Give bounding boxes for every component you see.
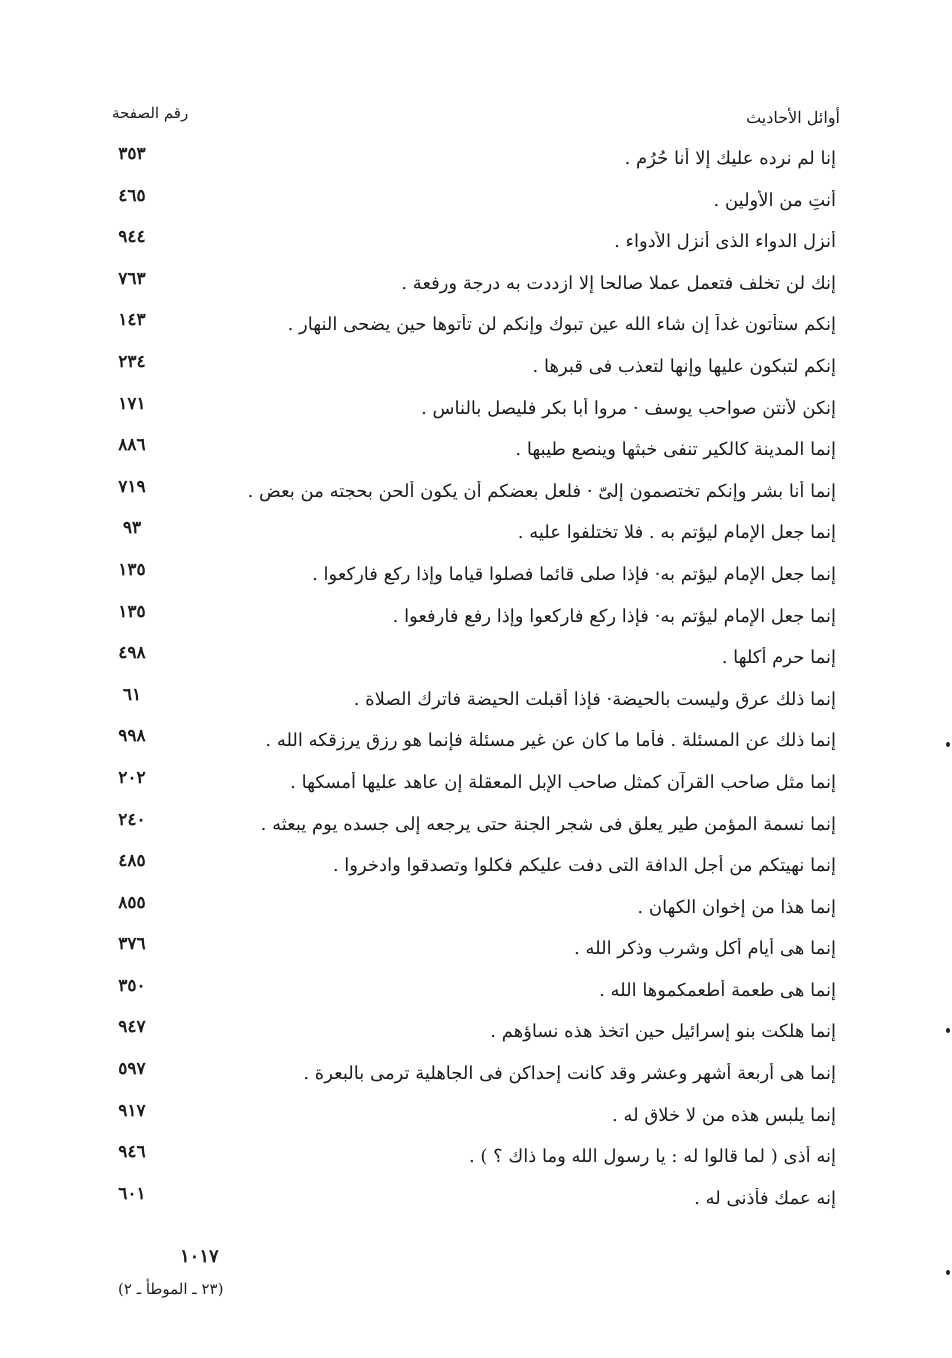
hadith-opening-text: إنما هى طعمة أطعمكموها الله . — [599, 979, 836, 1001]
entry-page-number: ١٧١ — [118, 393, 146, 414]
hadith-opening-text: إنما ذلك عن المسئلة . فأما ما كان عن غير مسئلة فإنما هو رزق يرزقكه الله . — [265, 730, 836, 752]
list-item — [0, 930, 952, 972]
entry-page-number: ٩٤٦ — [118, 1142, 146, 1163]
list-item — [0, 1180, 952, 1222]
list-item — [0, 473, 952, 515]
list-item — [0, 390, 952, 432]
entry-page-number: ٣٥٠ — [118, 975, 146, 996]
list-item — [0, 972, 952, 1014]
hadith-opening-text: إنك لن تخلف فتعمل عملا صالحا إلا ازددت به درجة ورفعة . — [401, 272, 836, 294]
list-item — [0, 1138, 952, 1180]
entry-page-number: ١٣٥ — [118, 601, 146, 622]
hadith-opening-text: إنما هى أيام أكل وشرب وذكر الله . — [574, 938, 836, 960]
hadith-opening-text: إنكن لأنتن صواحب يوسف · مروا أبا بكر فليصل بالناس . — [421, 397, 836, 419]
scan-speck — [946, 1270, 950, 1275]
list-item — [0, 639, 952, 681]
entry-page-number: ٩٩٨ — [118, 726, 146, 747]
hadith-opening-text: إنما هى أربعة أشهر وعشر وقد كانت إحداكن فى الجاهلية ترمى بالبعرة . — [303, 1063, 836, 1085]
scan-speck — [946, 1028, 950, 1033]
entry-page-number: ٣٥٣ — [118, 144, 146, 164]
hadith-opening-text: إنما جعل الإمام ليؤتم به . فلا تختلفوا عليه . — [517, 522, 836, 544]
entry-page-number: ٢٣٤ — [118, 351, 146, 372]
entry-page-number: ٧١٩ — [118, 476, 146, 497]
hadith-opening-text: إنما نسمة المؤمن طير يعلق فى شجر الجنة حتى يرجعه إلى جسده يوم يبعثه . — [260, 813, 836, 835]
entry-page-number: ٩١٧ — [118, 1100, 146, 1121]
entry-page-number: ٥٩٧ — [118, 1059, 146, 1080]
footer-page-number: ١٠١٧ — [180, 1246, 219, 1267]
hadith-opening-text: إنا لم نرده عليك إلا أنا حُرُم . — [624, 148, 836, 169]
hadith-opening-text: إنما يلبس هذه من لا خلاق له . — [612, 1104, 836, 1126]
entry-page-number: ١٣٥ — [118, 559, 146, 580]
entry-page-number: ٣٧٦ — [118, 934, 146, 955]
hadith-opening-text: إنما ذلك عرق وليست بالحيضة· فإذا أقبلت الحيضة فاترك الصلاة . — [353, 688, 836, 710]
entry-page-number: ٩٤٤ — [118, 227, 146, 248]
entry-page-number: ٨٨٦ — [118, 435, 146, 456]
list-item — [0, 806, 952, 848]
hadith-opening-text: إنما حرم أكلها . — [721, 647, 836, 669]
list-item — [0, 348, 952, 390]
entry-page-number: ٢٠٢ — [118, 767, 146, 788]
list-item — [0, 681, 952, 723]
hadith-opening-text: إنكم ستأتون غداً إن شاء الله عين تبوك وإنكم لن تأتوها حين يضحى النهار . — [287, 314, 836, 336]
list-item — [0, 598, 952, 640]
entry-page-number: ٩٣ — [122, 518, 142, 539]
entry-page-number: ٩٤٧ — [118, 1017, 146, 1038]
list-item — [0, 1055, 952, 1097]
entry-page-number: ٤٩٨ — [118, 643, 146, 664]
entry-page-number: ٨٥٥ — [118, 892, 146, 913]
hadith-opening-text: إنكم لتبكون عليها وإنها لتعذب فى قبرها . — [532, 355, 836, 377]
list-item — [0, 764, 952, 806]
entry-page-number: ٤٨٥ — [118, 851, 146, 872]
hadith-index-list — [0, 140, 952, 1221]
hadith-opening-text: إنما هذا من إخوان الكهان . — [637, 896, 836, 918]
list-item — [0, 431, 952, 473]
list-item — [0, 1013, 952, 1055]
page-header-title: أوائل الأحاديث — [746, 108, 840, 127]
entry-page-number: ٧٦٣ — [118, 268, 146, 289]
scan-speck — [946, 742, 950, 747]
hadith-opening-text: أنتِ من الأولين . — [713, 189, 836, 211]
footer-signature-mark: (٢٣ ـ الموطأ ـ ٢) — [118, 1280, 224, 1298]
hadith-opening-text: إنما مثل صاحب القرآن كمثل صاحب الإبل المعقلة إن عاهد عليها أمسكها . — [290, 771, 836, 793]
list-item — [0, 556, 952, 598]
hadith-opening-text: إنه أذى ( لما قالوا له : يا رسول الله وما ذاك ؟ ) . — [468, 1146, 836, 1168]
hadith-opening-text: إنما جعل الإمام ليؤتم به· فإذا ركع فاركعوا وإذا رفع فارفعوا . — [392, 605, 836, 627]
entry-page-number: ١٤٣ — [118, 310, 146, 331]
entry-page-number: ٦٠١ — [118, 1183, 146, 1204]
hadith-opening-text: إنما نهيتكم من أجل الدافة التى دفت عليكم فكلوا وتصدقوا وادخروا . — [332, 855, 836, 877]
hadith-opening-text: إنما المدينة كالكير تنفى خبثها وينصع طيبها . — [515, 439, 836, 461]
list-item — [0, 722, 952, 764]
list-item — [0, 265, 952, 307]
list-item — [0, 140, 952, 182]
list-item — [0, 306, 952, 348]
list-item — [0, 514, 952, 556]
entry-page-number: ٦١ — [122, 684, 142, 705]
hadith-opening-text: إنه عمك فأذنى له . — [694, 1187, 836, 1209]
hadith-opening-text: إنما هلكت بنو إسرائيل حين اتخذ هذه نساؤهم . — [490, 1021, 836, 1043]
entry-page-number: ٤٦٥ — [118, 185, 146, 206]
hadith-opening-text: إنما جعل الإمام ليؤتم به· فإذا صلى قائما فصلوا قياما وإذا ركع فاركعوا . — [312, 563, 836, 585]
list-item — [0, 223, 952, 265]
entry-page-number: ٢٤٠ — [118, 809, 146, 830]
list-item — [0, 1097, 952, 1139]
page-number-column-header: رقم الصفحة — [112, 104, 189, 122]
list-item — [0, 889, 952, 931]
hadith-opening-text: أنزل الدواء الذى أنزل الأدواء . — [614, 231, 836, 253]
list-item — [0, 847, 952, 889]
hadith-opening-text: إنما أنا بشر وإنكم تختصمون إلىّ · فلعل بعضكم أن يكون ألحن بحجته من بعض . — [247, 480, 836, 502]
list-item — [0, 182, 952, 224]
